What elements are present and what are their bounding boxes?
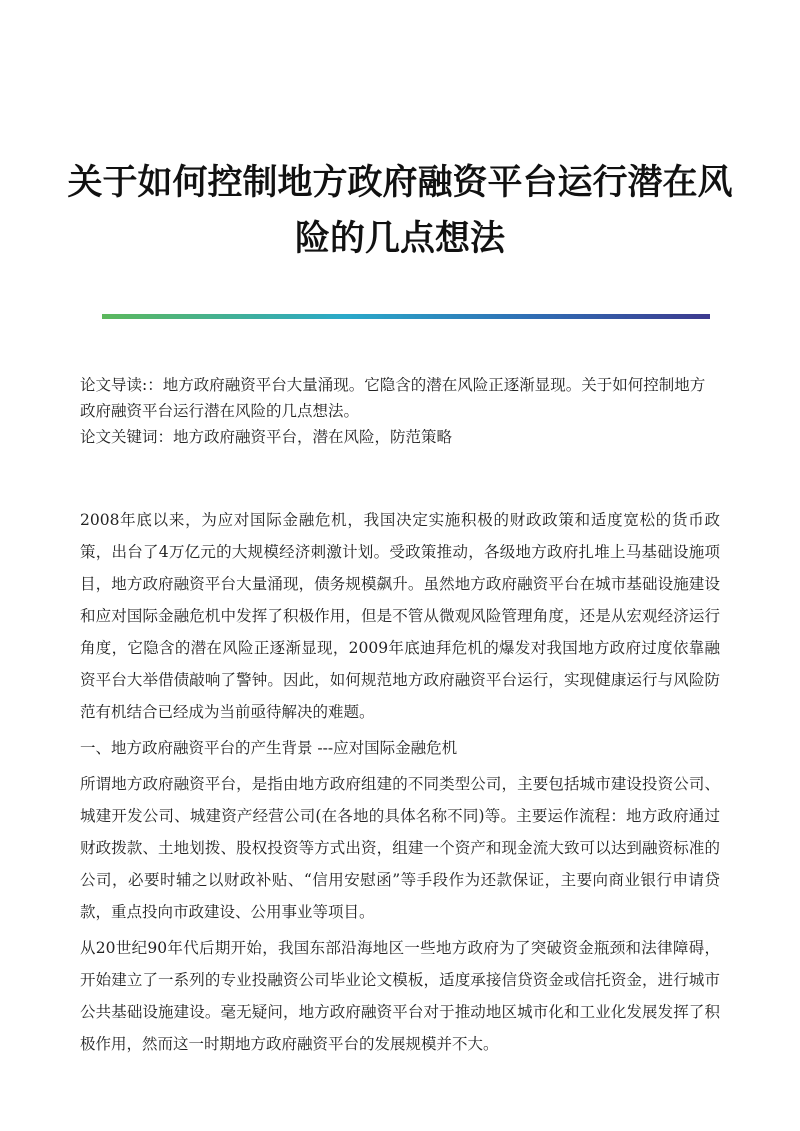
document-title <box>60 155 740 267</box>
abstract-block <box>80 372 720 450</box>
title-line-1: 关于如何控制地方政府融资平台运行潜在风 <box>67 163 733 203</box>
paragraph-history: 从20世纪90年代后期开始，我国东部沿海地区一些地方政府为了突破资金瓶颈和法律障碍，开始建立了一系列的专业投融资公司毕业论文模板，适度承接信贷资金或信托资金，进行城市公共基础设施建设。毫无疑问，地方政府融资平台对于推动地区城市化和工业化发展发挥了积极作用，然而这一时期地方政府融资平台的发展规模并不大。 <box>80 939 720 1053</box>
keywords-text: 论文关键词：地方政府融资平台，潜在风险，防范策略 <box>80 428 453 446</box>
abstract-text: 论文导读:：地方政府融资平台大量涌现。它隐含的潜在风险正逐渐显现。关于如何控制地方政府融资平台运行潜在风险的几点想法。 <box>80 376 706 420</box>
title-divider <box>102 314 710 319</box>
section-heading: 一、地方政府融资平台的产生背景 ---应对国际金融危机 <box>80 739 458 757</box>
title-line-2: 险的几点想法 <box>294 219 505 259</box>
body-text <box>80 504 720 1064</box>
paragraph-intro: 2008年底以来，为应对国际金融危机，我国决定实施积极的财政政策和适度宽松的货币政策，出台了4万亿元的大规模经济刺激计划。受政策推动，各级地方政府扎堆上马基础设施项目，地方政府融资平台大量涌现，债务规模飙升。虽然地方政府融资平台在城市基础设施建设和应对国际金融危机中发挥了积极作用，但是不管从微观风险管理角度，还是从宏观经济运行角度，它隐含的潜在风险正逐渐显现，2009年底迪拜危机的爆发对我国地方政府过度依靠融资平台大举借债敲响了警钟。因此，如何规范地方政府融资平台运行，实现健康运行与风险防范有机结合已经成为当前亟待解决的难题。 <box>80 511 720 721</box>
paragraph-definition: 所谓地方政府融资平台，是指由地方政府组建的不同类型公司，主要包括城市建设投资公司、城建开发公司、城建资产经营公司(在各地的具体名称不同)等。主要运作流程：地方政府通过财政拨款、土地划拨、股权投资等方式出资，组建一个资产和现金流大致可以达到融资标准的公司，必要时辅之以财政补贴、“信用安慰函”等手段作为还款保证，主要向商业银行申请贷款，重点投向市政建设、公用事业等项目。 <box>80 775 720 921</box>
